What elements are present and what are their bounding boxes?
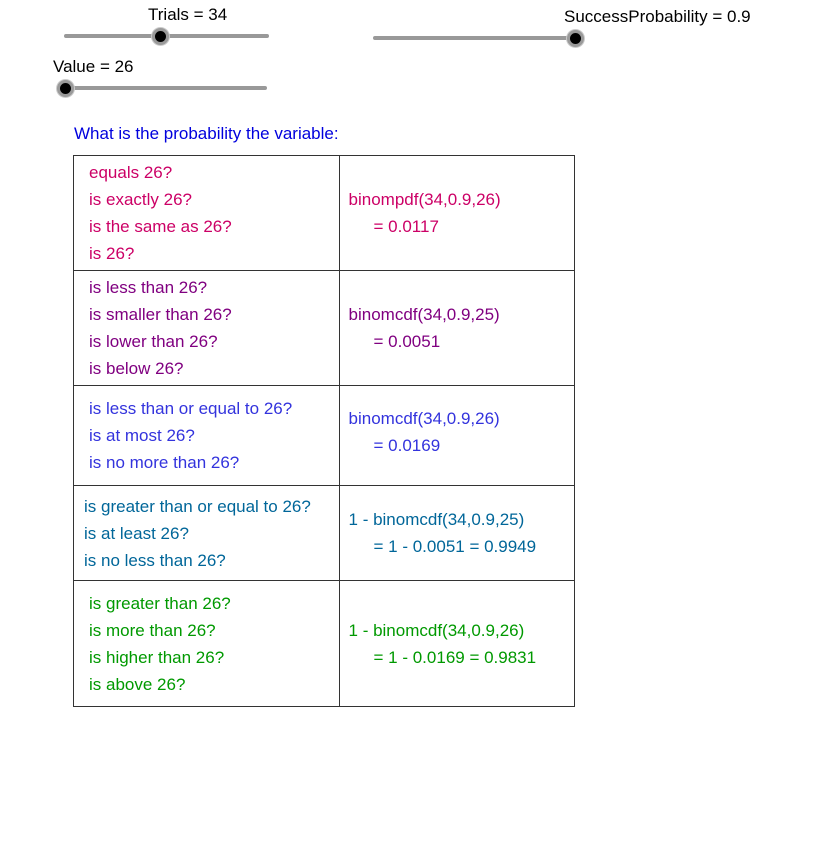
phrase: is lower than 26? <box>89 332 218 351</box>
phrase: is less than or equal to 26? <box>89 399 293 418</box>
formula-text: binomcdf(34,0.9,25) <box>348 305 500 324</box>
phrase: is less than 26? <box>89 278 208 297</box>
phrases-cell-less-than <box>74 271 340 386</box>
success-probability-slider-handle[interactable] <box>567 30 584 47</box>
formula-text: binomcdf(34,0.9,26) <box>348 408 500 428</box>
phrase: is greater than or equal to 26? <box>84 496 311 516</box>
formula-result: = 1 - 0.0169 = 0.9831 <box>373 647 537 667</box>
phrase: is at most 26? <box>89 426 195 445</box>
phrase: is at least 26? <box>84 523 189 543</box>
trials-slider-handle[interactable] <box>152 28 169 45</box>
phrase: is smaller than 26? <box>89 305 232 324</box>
phrase: is more than 26? <box>89 620 216 640</box>
phrase: equals 26? <box>89 163 173 182</box>
phrase: is exactly 26? <box>89 190 192 209</box>
question-heading: What is the probability the variable: <box>74 124 339 143</box>
formula-cell-at-most <box>339 386 574 486</box>
phrase: is 26? <box>89 244 135 263</box>
table-row-at-most <box>74 386 575 486</box>
phrase: is higher than 26? <box>89 647 225 667</box>
formula-cell-equals <box>339 156 574 271</box>
table-row-at-least <box>74 486 575 581</box>
phrase: is the same as 26? <box>89 217 232 236</box>
value-slider-label: Value = 26 <box>53 57 134 76</box>
phrase: is no less than 26? <box>84 550 226 570</box>
formula-result: = 0.0117 <box>373 217 439 236</box>
phrase: is greater than 26? <box>89 593 231 613</box>
formula-cell-at-least <box>339 486 574 581</box>
formula-text: 1 - binomcdf(34,0.9,26) <box>348 620 525 640</box>
table-row-greater-than <box>74 581 575 707</box>
table-row-less-than <box>74 271 575 386</box>
formula-text: 1 - binomcdf(34,0.9,25) <box>348 510 525 529</box>
formula-cell-less-than <box>339 271 574 386</box>
trials-slider-label: Trials = 34 <box>148 5 228 24</box>
formula-result: = 0.0169 <box>373 435 441 455</box>
phrase: is below 26? <box>89 359 184 378</box>
formula-result: = 1 - 0.0051 = 0.9949 <box>373 537 537 556</box>
phrases-cell-at-most <box>74 386 340 486</box>
success-probability-slider-label: SuccessProbability = 0.9 <box>564 7 751 26</box>
phrases-cell-equals <box>74 156 340 271</box>
value-slider-handle[interactable] <box>57 80 74 97</box>
probability-table <box>73 155 575 707</box>
phrase: is no more than 26? <box>89 453 240 472</box>
formula-result: = 0.0051 <box>373 332 441 351</box>
formula-cell-greater-than <box>339 581 574 707</box>
success-probability-slider-track[interactable] <box>373 36 577 40</box>
table-row-equals <box>74 156 575 271</box>
phrases-cell-greater-than <box>74 581 340 707</box>
value-slider-track[interactable] <box>62 86 267 90</box>
phrases-cell-at-least <box>74 486 340 581</box>
formula-text: binompdf(34,0.9,26) <box>348 190 501 209</box>
phrase: is above 26? <box>89 674 186 694</box>
